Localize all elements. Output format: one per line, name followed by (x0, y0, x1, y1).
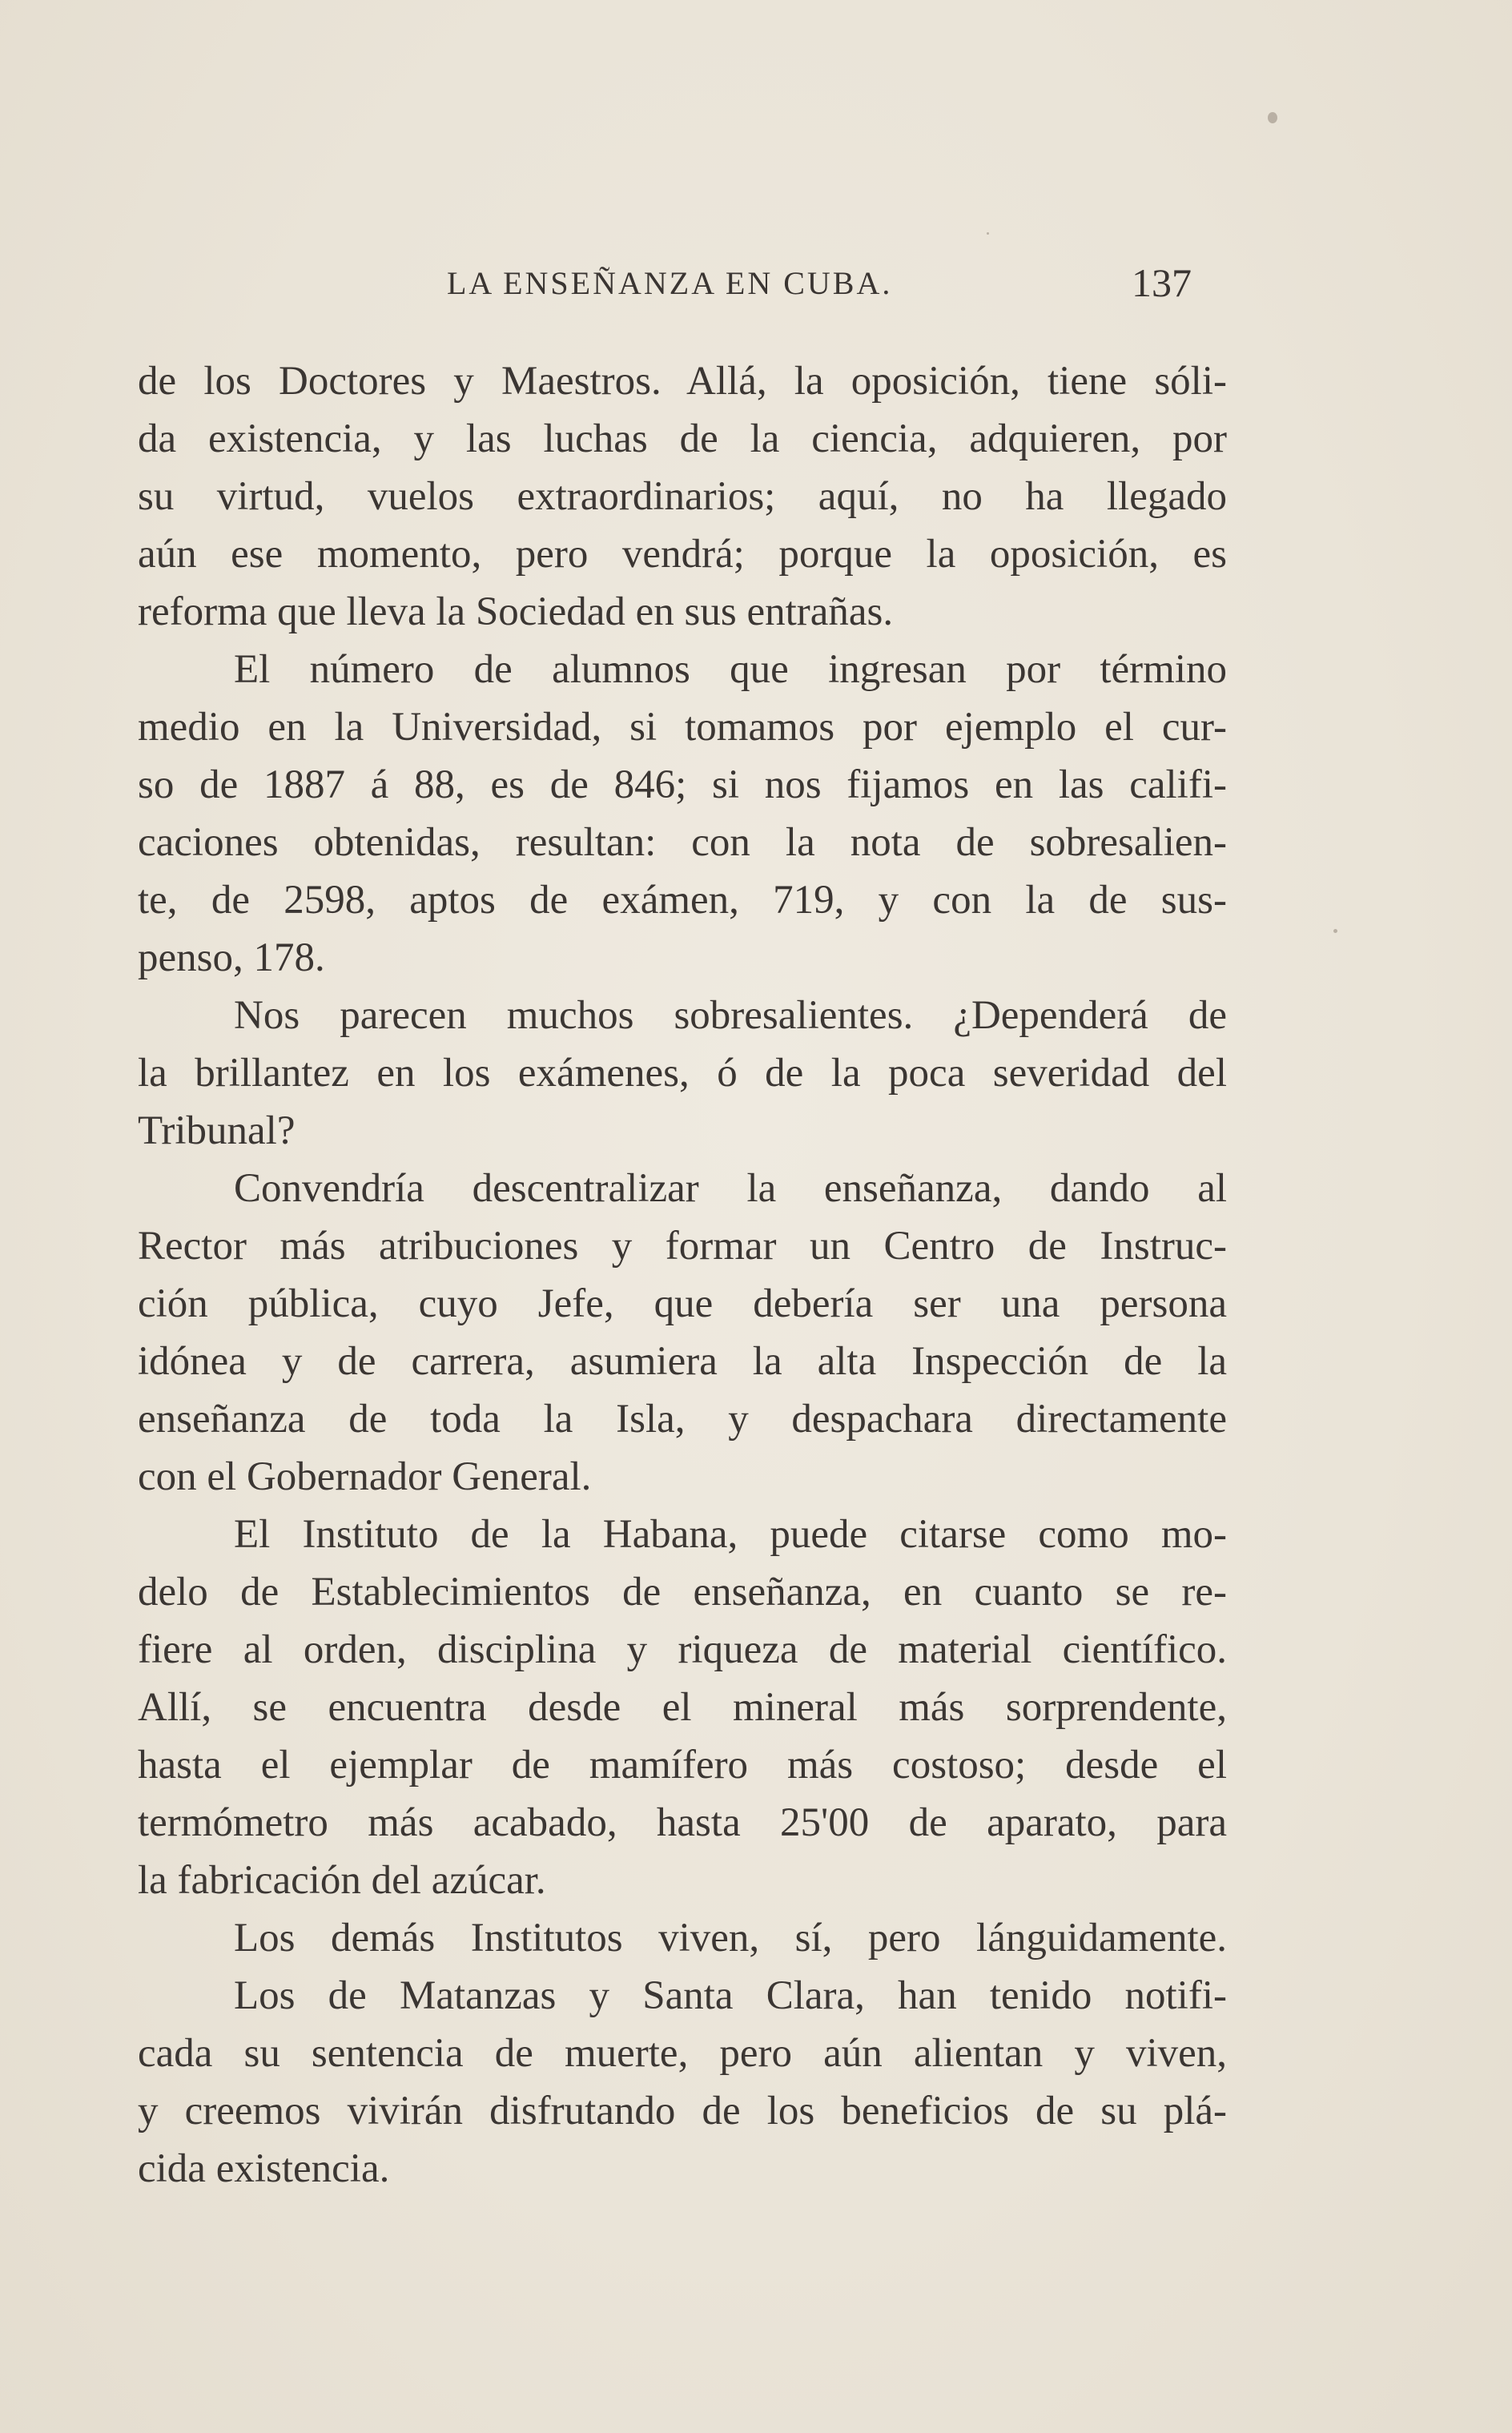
text-line: caciones obtenidas, resultan: con la nota de sobresalien- (138, 820, 1227, 865)
text-line: delo de Establecimientos de enseñanza, en cuanto se re- (138, 1570, 1227, 1615)
paragraph-first-line: Nos parecen muchos sobresalientes. ¿Dependerá de (234, 993, 1227, 1038)
text-line: hasta el ejemplar de mamífero más costoso; desde el (138, 1743, 1227, 1788)
text-line: termómetro más acabado, hasta 25'00 de aparato, para (138, 1800, 1227, 1845)
text-line: reforma que lleva la Sociedad en sus entrañas. (138, 589, 894, 634)
text-line: la brillantez en los exámenes, ó de la poca severidad del (138, 1051, 1227, 1096)
text-line: te, de 2598, aptos de exámen, 719, y con la de sus- (138, 878, 1227, 923)
text-line: fiere al orden, disciplina y riqueza de material científico. (138, 1627, 1227, 1672)
text-line: de los Doctores y Maestros. Allá, la oposición, tiene sóli- (138, 359, 1227, 404)
text-line: medio en la Universidad, si tomamos por ejemplo el cur- (138, 705, 1227, 750)
text-line: la fabricación del azúcar. (138, 1858, 546, 1903)
paragraph-first-line: Los demás Institutos viven, sí, pero lánguidamente. (234, 1916, 1227, 1960)
text-line: Allí, se encuentra desde el mineral más sorprendente, (138, 1685, 1227, 1730)
paper-speck (1333, 929, 1337, 933)
text-line: Rector más atribuciones y formar un Centro de Instruc- (138, 1224, 1227, 1269)
text-line: da existencia, y las luchas de la ciencia, adquieren, por (138, 416, 1227, 461)
paragraph-first-line: Los de Matanzas y Santa Clara, han tenido notifi- (234, 1973, 1227, 2018)
text-line: so de 1887 á 88, es de 846; si nos fijamos en las califi- (138, 762, 1227, 807)
text-line: con el Gobernador General. (138, 1454, 592, 1499)
paragraph-first-line: El Instituto de la Habana, puede citarse como mo- (234, 1512, 1227, 1557)
paragraph-first-line: El número de alumnos que ingresan por término (234, 647, 1227, 692)
paper-speck (1268, 112, 1277, 123)
text-line: cida existencia. (138, 2146, 390, 2191)
page-number: 137 (1132, 260, 1192, 305)
running-title: LA ENSEÑANZA EN CUBA. (447, 265, 893, 301)
text-line: cada su sentencia de muerte, pero aún alientan y viven, (138, 2031, 1227, 2076)
text-line: Tribunal? (138, 1108, 296, 1153)
paper-speck (987, 232, 989, 235)
page-header (447, 260, 1192, 312)
text-line: aún ese momento, pero vendrá; porque la oposición, es (138, 532, 1227, 577)
text-line: penso, 178. (138, 935, 325, 980)
text-line: ción pública, cuyo Jefe, que debería ser una persona (138, 1281, 1227, 1326)
body-text (138, 352, 1227, 2198)
paragraph-first-line: Convendría descentralizar la enseñanza, dando al (234, 1166, 1227, 1211)
text-line: idónea y de carrera, asumiera la alta Inspección de la (138, 1339, 1227, 1384)
text-line: su virtud, vuelos extraordinarios; aquí, no ha llegado (138, 474, 1227, 519)
text-line: y creemos vivirán disfrutando de los beneficios de su plá- (138, 2089, 1227, 2133)
text-line: enseñanza de toda la Isla, y despachara directamente (138, 1397, 1227, 1442)
